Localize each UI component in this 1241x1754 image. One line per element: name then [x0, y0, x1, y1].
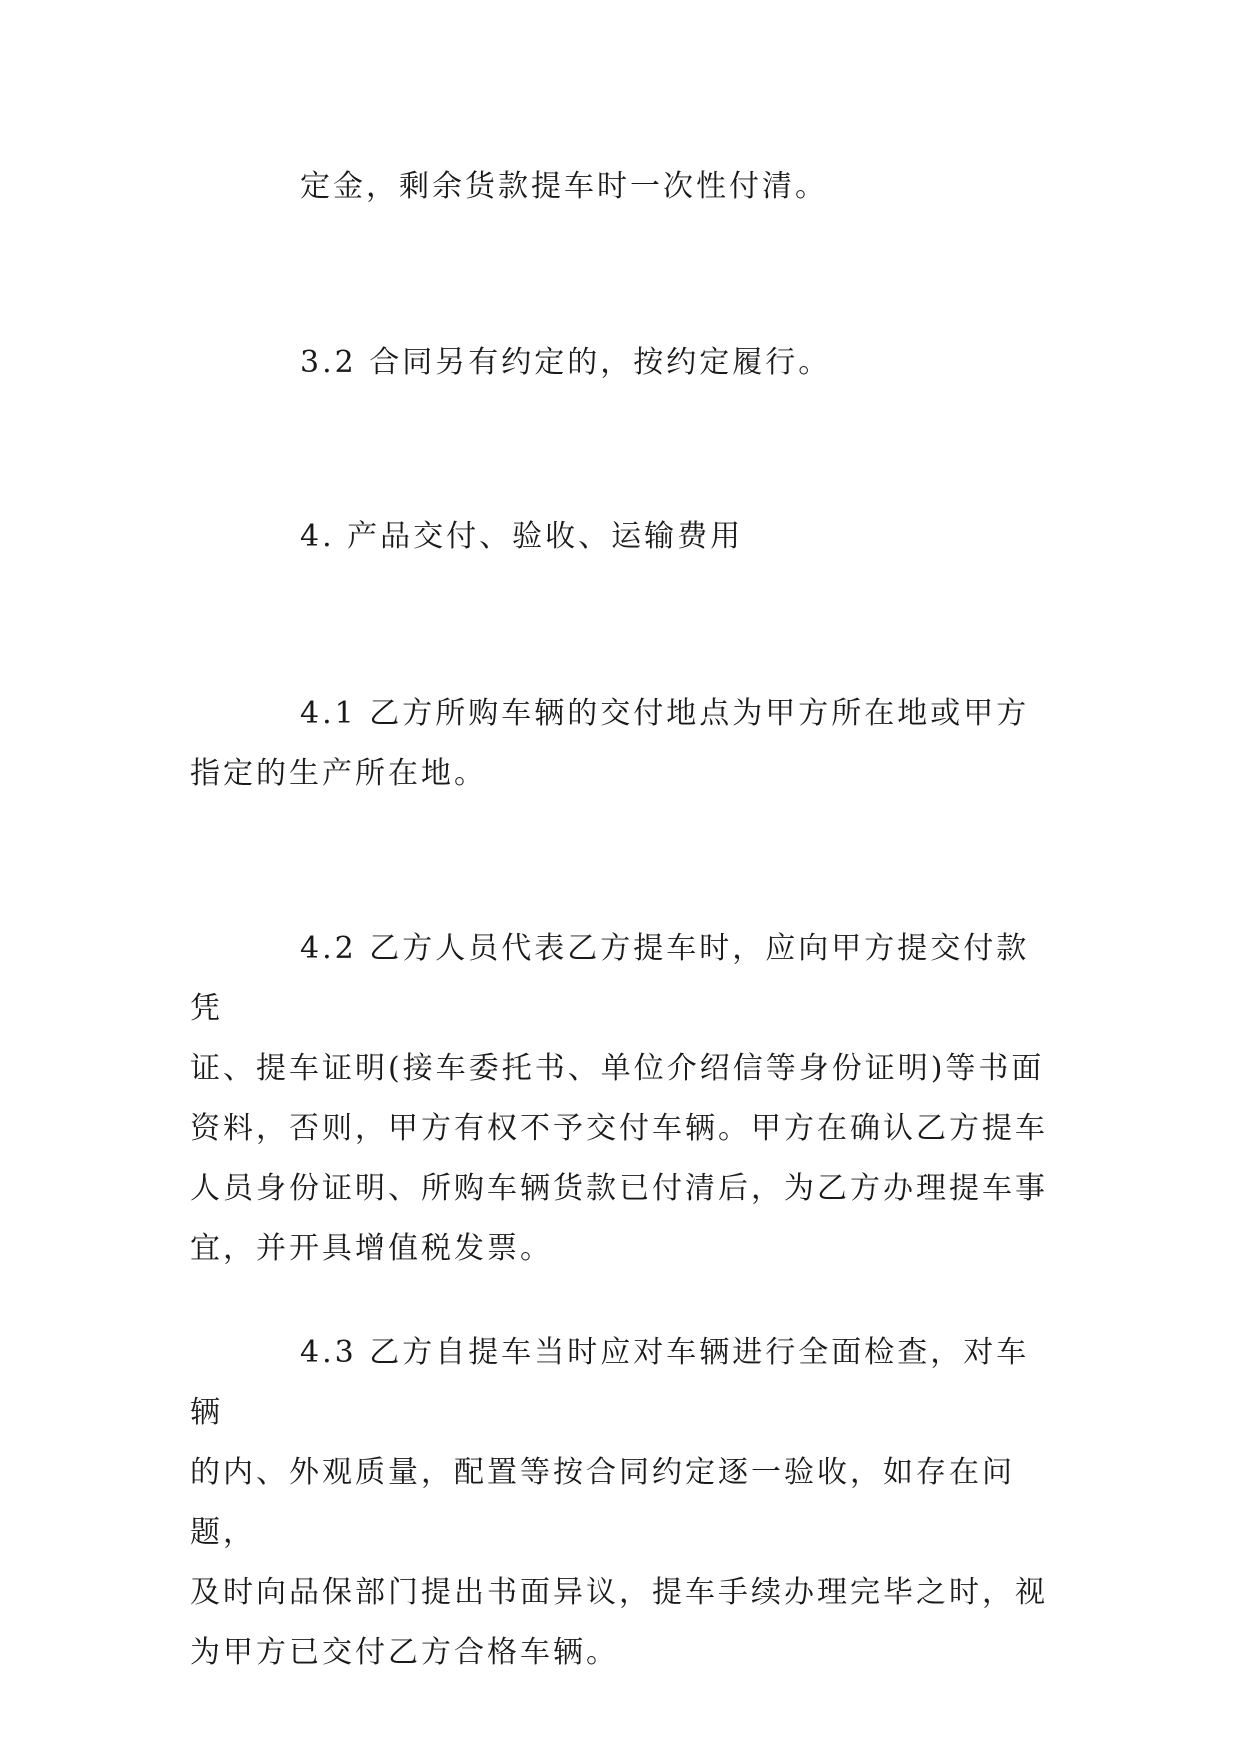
paragraph-line: 指定的生产所在地。: [190, 756, 487, 791]
paragraph-line: 及时向品保部门提出书面异议，提车手续办理完毕之时，视: [190, 1575, 1048, 1610]
paragraph-line: 宜，并开具增值税发票。: [190, 1231, 553, 1266]
paragraph-line: 人员身份证明、所购车辆货款已付清后，为乙方办理提车事: [190, 1171, 1048, 1206]
paragraph-line: 4.1 乙方所购车辆的交付地点为甲方所在地或甲方: [300, 696, 1030, 731]
clause-4-3: [190, 1323, 1060, 1683]
paragraph-line: 定金，剩余货款提车时一次性付清。: [300, 169, 828, 204]
paragraph-line: 的内、外观质量，配置等按合同约定逐一验收，如存在问题，: [190, 1455, 1015, 1550]
paragraph-line: 资料，否则，甲方有权不予交付车辆。甲方在确认乙方提车: [190, 1111, 1048, 1146]
paragraph-line: 4.3 乙方自提车当时应对车辆进行全面检查，对车辆: [190, 1335, 1030, 1430]
clause-3-2: [190, 333, 1060, 393]
clause-4-1: [190, 684, 1060, 804]
heading-line: 4. 产品交付、验收、运输费用: [300, 519, 744, 554]
clause-4-2: [190, 919, 1060, 1279]
paragraph-line: 为甲方已交付乙方合格车辆。: [190, 1635, 619, 1670]
section-heading-4: [190, 507, 1060, 567]
paragraph-line: 3.2 合同另有约定的，按约定履行。: [300, 345, 832, 380]
paragraph-line: 4.2 乙方人员代表乙方提车时，应向甲方提交付款凭: [190, 931, 1030, 1026]
paragraph-deposit-payment: [190, 157, 1060, 217]
paragraph-line: 证、提车证明(接车委托书、单位介绍信等身份证明)等书面: [190, 1051, 1045, 1086]
